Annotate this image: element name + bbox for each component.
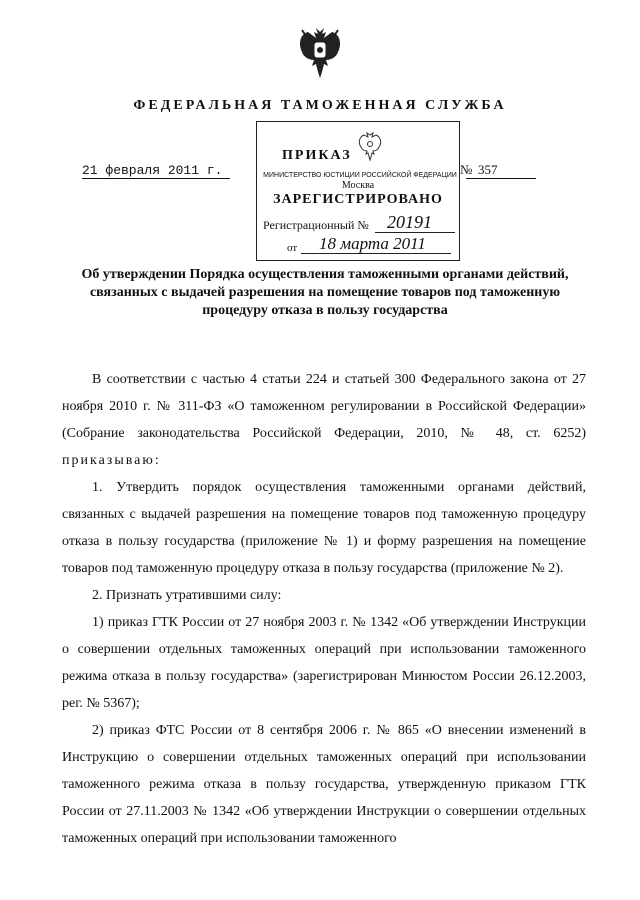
stamp-city: Москва bbox=[341, 180, 375, 191]
document-body bbox=[62, 366, 586, 852]
order-word: приказываю: bbox=[62, 453, 161, 468]
number-underline bbox=[466, 178, 536, 179]
order-date: 21 февраля 2011 г. bbox=[82, 163, 223, 178]
stamp-reg-label: Регистрационный № bbox=[263, 218, 369, 232]
stamp-from-label: от bbox=[287, 242, 298, 254]
number-sign: № bbox=[460, 162, 473, 177]
paragraph-preamble bbox=[62, 366, 586, 474]
order-number: 357 bbox=[478, 162, 498, 177]
document-title: Об утверждении Порядка осуществления таможенными органами действий, связанных с выдачей разрешения на помещение товаров под таможенную процедуру отказа в пользу государства bbox=[81, 267, 569, 318]
registration-stamp bbox=[256, 121, 460, 261]
agency-name: ФЕДЕРАЛЬНАЯ ТАМОЖЕННАЯ СЛУЖБА bbox=[133, 98, 507, 113]
paragraph-item-2-1: 1) приказ ГТК России от 27 ноября 2003 г. № 1342 «Об утверждении Инструкции о совершении отдельных таможенных операций при использовании таможенного режима отказа в пользу государства» (зарегистрирован Минюстом России 26.12.2003, рег. № 5367); bbox=[62, 615, 586, 711]
preamble-text: В соответствии с частью 4 статьи 224 и статьей 300 Федерального закона от 27 ноября 2010 г. № 311-ФЗ «О таможенном регулировании в Российской Федерации» (Собрание законодательства Российской Федерации, 2010, № 48, ст. 6252) bbox=[62, 372, 586, 441]
paragraph-item-2-2: 2) приказ ФТС России от 8 сентября 2006 г. № 865 «О внесении изменений в Инструкцию о совершении отдельных таможенных операций при использовании таможенного режима отказа в пользу государства, утвержденную приказом ГТК России от 27.11.2003 № 1342 «Об утверждении Инструкции о совершении отдельных таможенных операций при использовании таможенного bbox=[62, 723, 586, 846]
stamp-date-underline bbox=[301, 253, 451, 254]
date-underline bbox=[82, 178, 230, 179]
stamp-eagle-icon bbox=[357, 132, 383, 162]
paragraph-item-1: 1. Утвердить порядок осуществления таможенными органами действий, связанных с выдачей разрешения на помещение товаров под таможенную процедуру отказа в пользу государства (приложение № 1) и форму разрешения на помещение товаров под таможенную процедуру отказа в пользу государства (приложение № 2). bbox=[62, 480, 586, 576]
stamp-reg-underline bbox=[375, 232, 455, 233]
stamp-ministry: МИНИСТЕРСТВО ЮСТИЦИИ РОССИЙСКОЙ ФЕДЕРАЦИИ bbox=[263, 172, 457, 179]
coat-of-arms-icon bbox=[296, 26, 344, 82]
document-type: ПРИКАЗ bbox=[282, 148, 352, 163]
stamp-reg-date: 18 марта 2011 bbox=[319, 234, 426, 253]
paragraph-item-2: 2. Признать утратившими силу: bbox=[92, 588, 282, 603]
stamp-reg-number: 20191 bbox=[387, 212, 432, 232]
stamp-registered: ЗАРЕГИСТРИРОВАНО bbox=[273, 192, 443, 207]
